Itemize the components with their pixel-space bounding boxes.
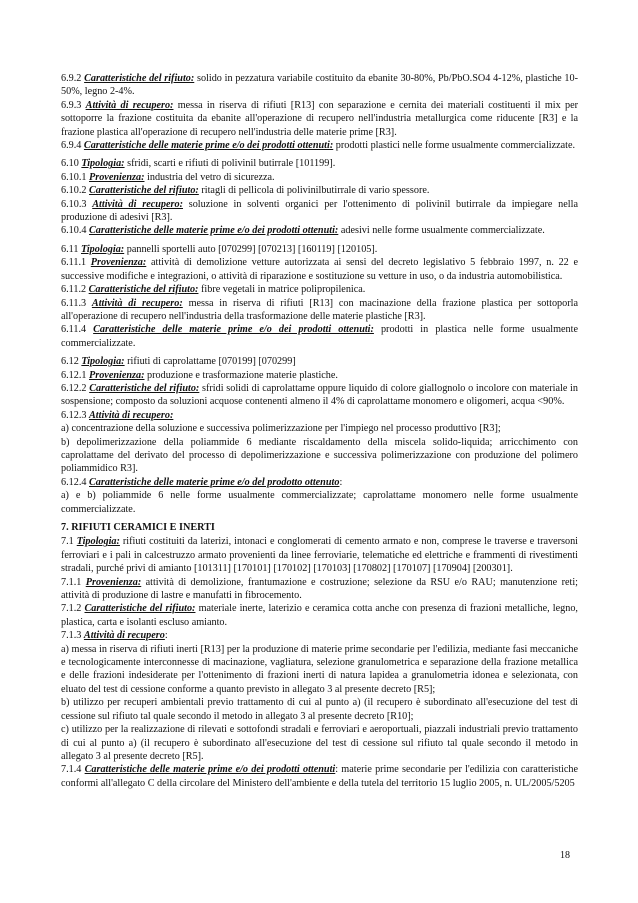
document-line [61,629,578,642]
document-line [61,184,578,197]
item-number: 6.9.4 [61,140,84,152]
item-number: 6.12.4 [61,476,90,488]
item-number: 7.1.4 [61,764,85,776]
item-number: 6.12.1 [61,369,90,381]
item-label: Provenienza: [85,576,142,588]
item-text: : [339,476,343,488]
item-label: Provenienza: [89,171,145,183]
item-text: a) concentrazione della soluzione e successiva polimerizzazione per l'impiego nel processo produttivo [R3]; [61,423,501,435]
document-line [61,297,578,324]
item-label: Provenienza: [89,369,145,381]
item-text: prodotti plastici nelle forme usualmente commercializzate. [333,140,576,152]
page-number: 18 [560,850,570,861]
document-line [61,323,578,350]
item-text: sfridi solidi di caprolattame oppure liquido di colore giallognolo o incolore con materiale in sospensione; composto da soluzioni acquose contenenti almeno il 4% di caprolattame monomero e oligomeri, acqua <90%. [61,382,578,408]
document-line [61,72,578,99]
item-number: 6.12.2 [61,382,90,394]
document-line [61,171,578,184]
item-label: Caratteristiche del rifiuto: [84,603,196,615]
item-text: fibre vegetali in matrice polipropilenica. [198,284,366,296]
item-label: Caratteristiche delle materie prime e/o dei prodotti ottenuti: [89,225,339,237]
item-label: Caratteristiche delle materie prime e/o dei prodotti ottenuti: [83,140,334,152]
document-line [61,723,578,763]
item-number: 6.10 [61,158,82,170]
item-label: Caratteristiche del rifiuto: [84,73,195,84]
document-line [61,576,578,603]
document-line [61,422,578,435]
item-label: Caratteristiche del rifiuto: [89,382,200,394]
section-block-b610 [61,157,578,237]
item-label: Attività di recupero: [89,409,174,421]
item-text: b) depolimerizzazione della poliammide 6 mediante riscaldamento della miscela solido-liquida; arricchimento con caprolattame del derivato del processo di depolimerizzazione e successiva polimerizzazione con produzione del polimero poliammidico R3]. [61,436,578,475]
item-number: 7.1 [61,536,77,548]
document-line [61,369,578,382]
document-page [61,72,578,795]
document-line [61,139,578,152]
item-number: 6.9.3 [61,99,86,111]
item-text: produzione e trasformazione materie plastiche. [144,369,338,381]
item-text: attività di demolizione, frantumazione e costruzione; selezione da RSU e/o RAU; manutenzione reti; attività di produzione di lastre e manufatti in fibrocemento. [61,576,578,602]
item-label: Caratteristiche del rifiuto: [88,284,199,296]
document-line [61,198,578,225]
item-label: Attività di recupero: [85,99,174,111]
document-line [61,256,578,283]
section-block-b692 [61,72,578,152]
item-number: 7.1.1 [61,576,86,588]
item-text: solido in pezzatura variabile costituito da ebanite 30-80%, Pb/PbO.SO4 4-12%, plastiche 10-50%, legno 2-4%. [61,73,579,98]
item-text: messa in riserva di rifiuti [R13] con macinazione della frazione plastica per sottoporla all'operazione di recupero nell'industria della trasformazione delle materie plastiche [R3]. [61,297,578,322]
item-text: : materie prime secondarie per l'edilizia con caratteristiche conformi all'allegato C della circolare del Ministero dell'ambiente e della tutela del territorio 15 luglio 2005, n. UL/2005/5205 [61,764,578,789]
item-text: pannelli sportelli auto [070299] [070213] [160119] [120105]. [124,243,378,255]
document-line [61,224,578,237]
item-text: rifiuti di caprolattame [070199] [070299] [124,356,296,368]
item-label: Attività di recupero: [92,198,183,210]
document-line [61,476,578,489]
document-line [61,382,578,409]
item-number: 7.1.2 [61,603,85,615]
item-number: 6.10.4 [61,225,90,237]
section-7-heading: 7. RIFIUTI CERAMICI E INERTI [61,522,215,533]
item-number: 6.10.1 [61,171,90,183]
item-text: soluzione in solventi organici per l'ottenimento di polivinil butirrale da impiegare nella produzione di adesivi [R3]. [61,198,578,224]
item-text: a) messa in riserva di rifiuti inerti [R13] per la produzione di materie prime secondarie per l'edilizia, mediante fasi meccaniche e tecnologicamente interconnesse di macinazione, vagliatura, selezione granulometrica e separazione della frazione metallica e delle frazioni indesiderate per l'ottenimento di frazioni inerti di natura lapidea a granulometria idonea e selezionata, con eluato del test di cessione conforme a quanto previsto in allegato 3 al presente decreto [R5]; [61,643,578,695]
item-text: adesivi nelle forme usualmente commercializzate. [338,225,545,237]
item-text: industria del vetro di sicurezza. [144,171,275,183]
document-line [61,602,578,629]
item-text: ritagli di pellicola di polivinilbutirrale di vario spessore. [198,185,430,197]
item-text: rifiuti costituiti da laterizi, intonaci e conglomerati di cemento armato e non, comprese le traverse e traversoni ferroviari e i pali in calcestruzzo armato provenienti da linee ferroviarie, telematiche ed elettriche e frammenti di rivestimenti stradali, purché privi di amianto [101311] [170101] [170102] [170103] [170802] [170107] [170904] [200301]. [61,536,578,575]
section-7-lines [61,535,578,790]
sections-6-blocks [61,72,578,516]
item-number: 6.10.3 [61,198,93,210]
item-label: Attività di recupero [83,630,165,642]
item-label: Caratteristiche del rifiuto: [89,185,199,197]
document-line [61,489,578,516]
document-line [61,436,578,476]
document-line [61,763,578,790]
item-number: 7.1.3 [61,630,84,642]
document-line [61,283,578,296]
item-number: 6.9.2 [61,73,85,84]
item-label: Attività di recupero: [91,297,183,309]
item-number: 6.11.3 [61,297,92,309]
document-line [61,157,578,170]
item-label: Tipologia: [81,158,125,170]
document-line [61,643,578,697]
item-number: 6.11 [61,243,81,255]
item-label: Tipologia: [81,356,125,368]
item-label: Tipologia: [81,243,125,255]
item-number: 6.12 [61,356,82,368]
item-label: Caratteristiche delle materie prime e/o dei prodotti ottenuti [84,764,336,776]
item-text: b) utilizzo per recuperi ambientali previo trattamento di cui al punto a) (il recupero è subordinato all'esecuzione del test di cessione sul rifiuto tal quale secondo il metodo in allegato 3 al presente decreto [R10]; [61,697,578,722]
document-line [61,535,578,575]
item-label: Caratteristiche delle materie prime e/o dei prodotti ottenuti: [93,324,374,336]
item-text: c) utilizzo per la realizzazione di rilevati e sottofondi stradali e ferroviari e aeroportuali, piazzali industriali previo trattamento di cui al punto a) (il recupero è subordinato all'esecuzione del test di cessione sul rifiuto tal quale secondo il metodo in allegato 3 al presente decreto [R5]. [61,724,578,762]
item-text: prodotti in plastica nelle forme usualmente commercializzate. [61,324,578,349]
document-line [61,409,578,422]
document-line [61,355,578,368]
item-number: 6.12.3 [61,409,90,421]
document-line [61,696,578,723]
item-label: Tipologia: [76,536,120,548]
item-number: 6.10.2 [61,185,90,197]
item-text: messa in riserva di rifiuti [R13] con separazione e cernita dei materiali costituenti il mix per sottoporre la frazione costituita da ebanite all'operazione di recupero nell'industria metallurgica come riducente [R3] e la frazione plastica all'operazione di recupero nell'industria delle materie prime [R3]. [61,99,578,138]
section-block-b611 [61,243,578,350]
item-text: attività di demolizione vetture autorizzata ai sensi del decreto legislativo 5 febbraio 1997, n. 22 e successive modifiche e integrazioni, o attività di riparazione e sostituzione su vetture in uso, o da industria automobilistica. [61,257,578,282]
item-text: : [164,630,168,642]
document-line [61,99,578,139]
section-block-b612 [61,355,578,516]
item-text: materiale inerte, laterizio e ceramica cotta anche con presenza di frazioni metalliche, legno, plastica, carta e isolanti escluso amianto. [61,603,578,628]
document-line [61,243,578,256]
section-7 [61,521,578,790]
item-text: sfridi, scarti e rifiuti di polivinil butirrale [101199]. [124,158,336,170]
item-number: 6.11.4 [61,324,94,336]
item-number: 6.11.1 [61,257,91,269]
item-text: a) e b) poliammide 6 nelle forme usualmente commercializzate; caprolattame monomero nelle forme usualmente commercializzate. [61,490,578,515]
item-label: Provenienza: [90,257,147,269]
item-number: 6.11.2 [61,284,89,296]
item-label: Caratteristiche delle materie prime e/o del prodotto ottenuto [89,476,340,488]
